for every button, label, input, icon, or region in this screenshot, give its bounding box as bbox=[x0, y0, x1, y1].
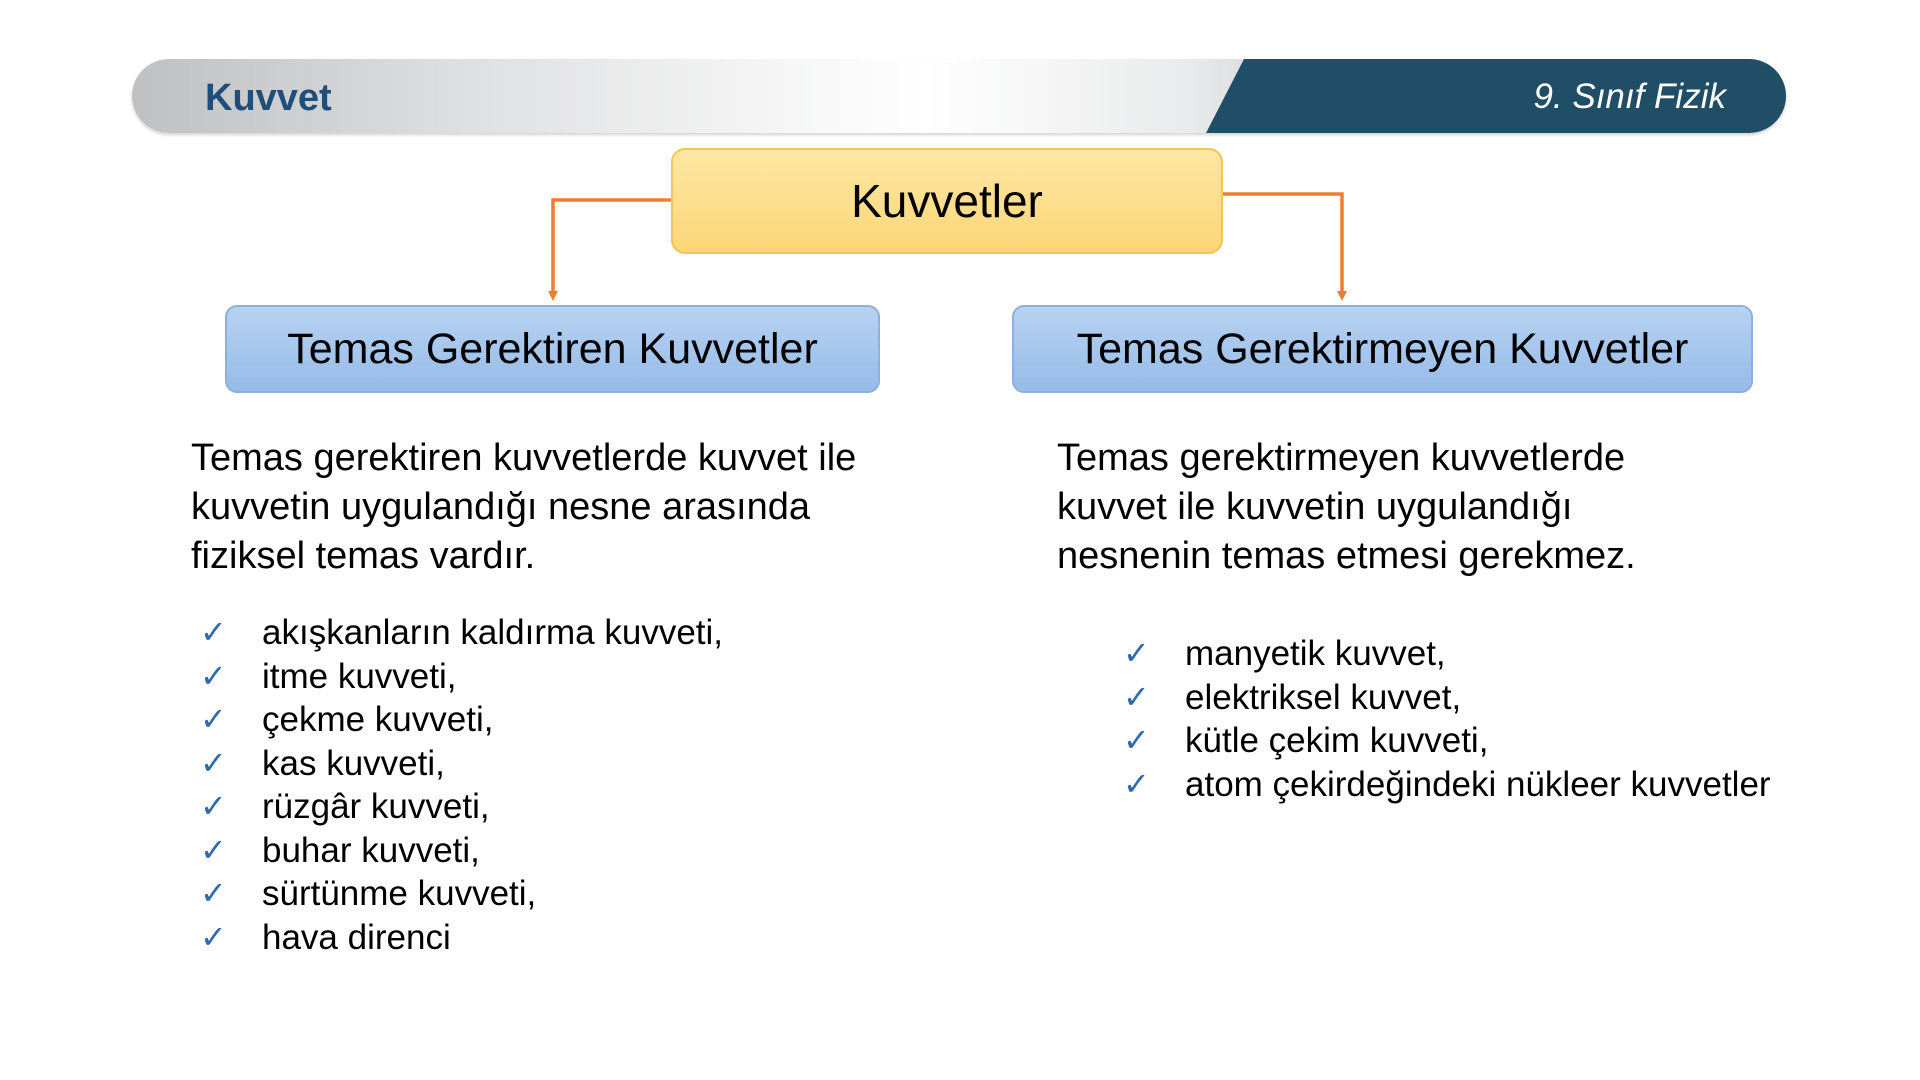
connector-left-arrow bbox=[553, 200, 671, 296]
topic-title: Kuvvet bbox=[205, 77, 332, 119]
description-line: nesnenin temas etmesi gerekmez. bbox=[1057, 535, 1636, 577]
list-item bbox=[1123, 719, 1803, 763]
checkmark-icon: ✓ bbox=[1123, 765, 1150, 802]
list-item-text: kütle çekim kuvveti, bbox=[1185, 721, 1489, 760]
list-item bbox=[200, 698, 920, 742]
list-item-text: hava direnci bbox=[262, 917, 451, 957]
list-item-text: itme kuvveti, bbox=[262, 656, 457, 696]
checkmark-icon: ✓ bbox=[200, 744, 227, 781]
description-line: Temas gerektiren kuvvetlerde kuvvet ile bbox=[191, 437, 857, 479]
list-item-text: buhar kuvveti, bbox=[262, 830, 480, 870]
checkmark-icon: ✓ bbox=[200, 614, 227, 650]
list-item-text: akışkanların kaldırma kuvveti, bbox=[262, 613, 724, 652]
list-item bbox=[200, 655, 920, 699]
list-item-text: elektriksel kuvvet, bbox=[1185, 677, 1462, 717]
checkmark-icon: ✓ bbox=[200, 701, 227, 737]
contact-forces-list bbox=[200, 611, 920, 959]
description-line: fiziksel temas vardır. bbox=[191, 535, 536, 577]
checkmark-icon: ✓ bbox=[200, 788, 227, 824]
checkmark-icon: ✓ bbox=[200, 831, 227, 868]
node-non-contact-forces-label: Temas Gerektirmeyen Kuvvetler bbox=[1076, 324, 1689, 373]
list-item bbox=[1123, 676, 1803, 720]
non-contact-forces-list bbox=[1123, 632, 1803, 806]
node-non-contact-forces bbox=[1012, 305, 1753, 393]
list-item bbox=[1123, 763, 1803, 807]
non-contact-forces-description bbox=[1057, 434, 1757, 581]
connector-right-arrow bbox=[1223, 194, 1342, 296]
list-item-text: çekme kuvveti, bbox=[262, 700, 494, 739]
list-item-text: atom çekirdeğindeki nükleer kuvvetler bbox=[1185, 764, 1771, 804]
root-node-kuvvetler bbox=[671, 148, 1223, 254]
contact-forces-description bbox=[191, 434, 951, 581]
list-item bbox=[200, 872, 920, 916]
list-item bbox=[200, 611, 920, 655]
node-contact-forces bbox=[225, 305, 880, 393]
list-item bbox=[200, 916, 920, 960]
checkmark-icon: ✓ bbox=[1123, 635, 1150, 671]
description-line: kuvvet ile kuvvetin uygulandığı bbox=[1057, 486, 1573, 528]
list-item-text: sürtünme kuvveti, bbox=[262, 874, 537, 913]
list-item-text: rüzgâr kuvveti, bbox=[262, 787, 490, 826]
list-item bbox=[200, 742, 920, 786]
checkmark-icon: ✓ bbox=[200, 918, 227, 955]
checkmark-icon: ✓ bbox=[200, 875, 227, 911]
list-item bbox=[1123, 632, 1803, 676]
course-title: 9. Sınıf Fizik bbox=[1533, 77, 1726, 116]
description-line: Temas gerektirmeyen kuvvetlerde bbox=[1057, 437, 1626, 479]
list-item bbox=[200, 829, 920, 873]
checkmark-icon: ✓ bbox=[1123, 678, 1150, 715]
list-item-text: kas kuvveti, bbox=[262, 743, 445, 783]
checkmark-icon: ✓ bbox=[1123, 722, 1150, 758]
node-contact-forces-label: Temas Gerektiren Kuvvetler bbox=[287, 324, 818, 373]
checkmark-icon: ✓ bbox=[200, 657, 227, 694]
description-line: kuvvetin uygulandığı nesne arasında bbox=[191, 486, 810, 528]
list-item-text: manyetik kuvvet, bbox=[1185, 634, 1446, 673]
root-node-label: Kuvvetler bbox=[851, 175, 1043, 227]
list-item bbox=[200, 785, 920, 829]
